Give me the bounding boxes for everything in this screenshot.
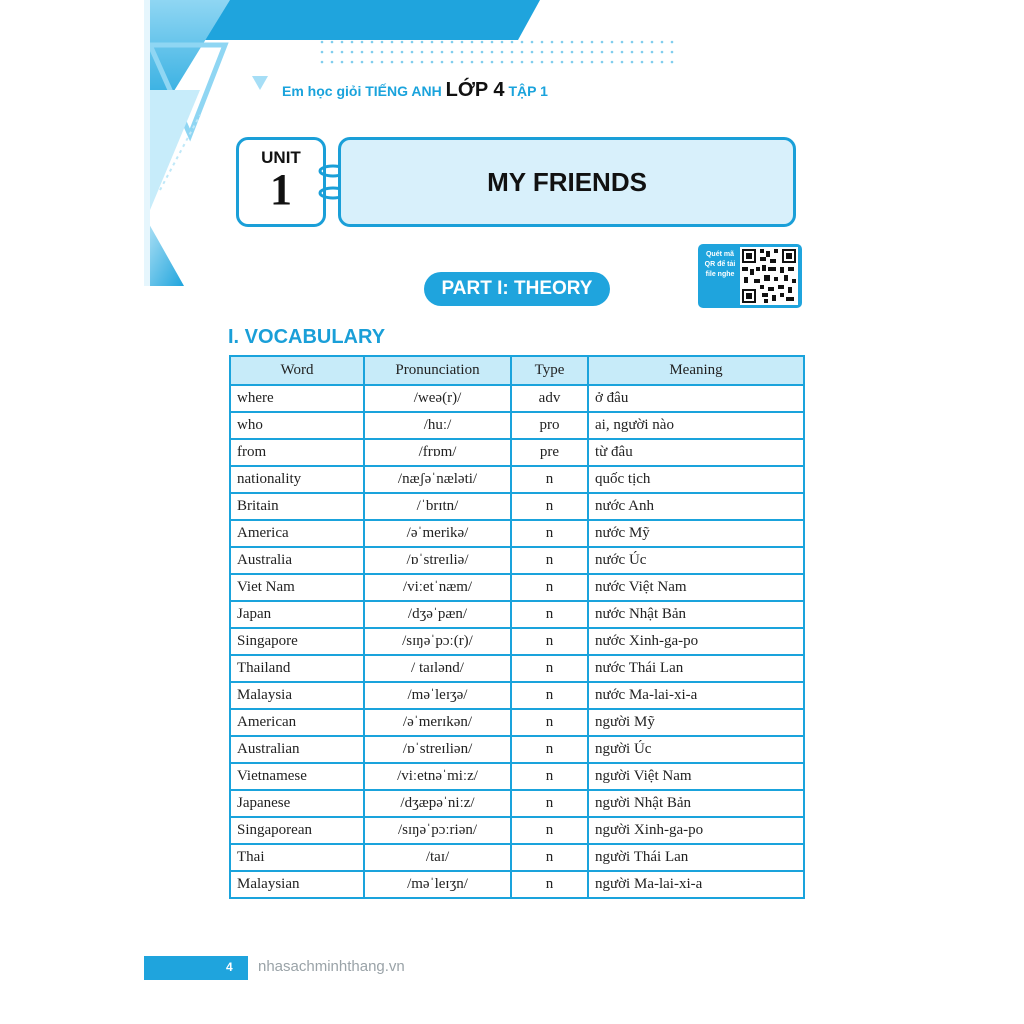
table-row — [230, 547, 804, 574]
cell-meaning: từ đâu — [588, 439, 804, 466]
cell-pronunciation: /ɒˈstreɪliən/ — [364, 736, 511, 763]
table-row — [230, 709, 804, 736]
cell-pronunciation: /sɪŋəˈpɔːriən/ — [364, 817, 511, 844]
cell-type: pro — [511, 412, 588, 439]
table-row — [230, 412, 804, 439]
cell-meaning: nước Anh — [588, 493, 804, 520]
table-row — [230, 466, 804, 493]
table-row — [230, 736, 804, 763]
cell-word: Thai — [230, 844, 364, 871]
cell-type: n — [511, 547, 588, 574]
cell-pronunciation: /viːetnəˈmiːz/ — [364, 763, 511, 790]
cell-word: Japan — [230, 601, 364, 628]
cell-meaning: người Ma-lai-xi-a — [588, 871, 804, 898]
table-row — [230, 655, 804, 682]
cell-type: n — [511, 790, 588, 817]
cell-pronunciation: /əˈmerɪkən/ — [364, 709, 511, 736]
cell-type: n — [511, 871, 588, 898]
cell-word: Britain — [230, 493, 364, 520]
cell-meaning: nước Úc — [588, 547, 804, 574]
unit-number: 1 — [270, 165, 292, 214]
table-row — [230, 790, 804, 817]
cell-word: nationality — [230, 466, 364, 493]
cell-word: where — [230, 385, 364, 412]
cell-word: Singaporean — [230, 817, 364, 844]
cell-pronunciation: /næʃəˈnæləti/ — [364, 466, 511, 493]
cell-word: from — [230, 439, 364, 466]
cell-word: Viet Nam — [230, 574, 364, 601]
table-row — [230, 817, 804, 844]
table-row — [230, 844, 804, 871]
table-row — [230, 574, 804, 601]
unit-title: MY FRIENDS — [487, 166, 647, 197]
cell-pronunciation: / taɪlənd/ — [364, 655, 511, 682]
table-row — [230, 763, 804, 790]
series-grade: LỚP 4 — [445, 79, 505, 101]
cell-type: adv — [511, 385, 588, 412]
cell-pronunciation: /əˈmerikə/ — [364, 520, 511, 547]
cell-word: Thailand — [230, 655, 364, 682]
cell-word: American — [230, 709, 364, 736]
cell-pronunciation: /ɒˈstreɪliə/ — [364, 547, 511, 574]
header-meaning: Meaning — [588, 356, 804, 385]
cell-pronunciation: /weə(r)/ — [364, 385, 511, 412]
cell-meaning: người Thái Lan — [588, 844, 804, 871]
cell-meaning: người Xinh-ga-po — [588, 817, 804, 844]
cell-word: Vietnamese — [230, 763, 364, 790]
cell-pronunciation: /dʒæpəˈniːz/ — [364, 790, 511, 817]
cell-type: n — [511, 628, 588, 655]
cell-pronunciation: /ˈbrɪtn/ — [364, 493, 511, 520]
cell-pronunciation: /məˈleɪʒə/ — [364, 682, 511, 709]
cell-meaning: người Nhật Bản — [588, 790, 804, 817]
part-heading: PART I: THEORY — [424, 272, 610, 306]
cell-type: n — [511, 817, 588, 844]
unit-title-box — [338, 137, 796, 227]
cell-type: n — [511, 493, 588, 520]
cell-meaning: nước Thái Lan — [588, 655, 804, 682]
cell-pronunciation: /dʒəˈpæn/ — [364, 601, 511, 628]
qr-code-icon — [740, 247, 798, 305]
table-row — [230, 493, 804, 520]
cell-word: Malaysian — [230, 871, 364, 898]
cell-pronunciation: /taɪ/ — [364, 844, 511, 871]
cell-word: Australian — [230, 736, 364, 763]
cell-type: pre — [511, 439, 588, 466]
series-prefix: Em học giỏi TIẾNG ANH — [282, 83, 442, 99]
publisher-site: nhasachminhthang.vn — [258, 958, 405, 975]
cell-type: n — [511, 763, 588, 790]
cell-word: who — [230, 412, 364, 439]
vocabulary-table — [229, 355, 805, 899]
header-word: Word — [230, 356, 364, 385]
table-row — [230, 385, 804, 412]
table-header-row — [230, 356, 804, 385]
cell-meaning: ở đâu — [588, 385, 804, 412]
cell-pronunciation: /məˈleɪʒn/ — [364, 871, 511, 898]
unit-label: UNIT — [261, 148, 301, 167]
unit-badge — [236, 137, 326, 227]
cell-pronunciation: /sɪŋəˈpɔː(r)/ — [364, 628, 511, 655]
table-body — [230, 385, 804, 898]
table-row — [230, 439, 804, 466]
cell-word: Australia — [230, 547, 364, 574]
cell-type: n — [511, 520, 588, 547]
cell-meaning: ai, người nào — [588, 412, 804, 439]
cell-pronunciation: /huː/ — [364, 412, 511, 439]
cell-meaning: người Mỹ — [588, 709, 804, 736]
cell-type: n — [511, 574, 588, 601]
cell-type: n — [511, 682, 588, 709]
book-series-title — [282, 79, 548, 102]
table-row — [230, 601, 804, 628]
cell-meaning: người Việt Nam — [588, 763, 804, 790]
cell-type: n — [511, 655, 588, 682]
header-pronunciation: Pronunciation — [364, 356, 511, 385]
cell-meaning: nước Mỹ — [588, 520, 804, 547]
table-row — [230, 520, 804, 547]
header-type: Type — [511, 356, 588, 385]
table-row — [230, 628, 804, 655]
qr-label: Quét mã QR để tải file nghe — [704, 251, 736, 278]
table-row — [230, 682, 804, 709]
cell-type: n — [511, 844, 588, 871]
cell-meaning: người Úc — [588, 736, 804, 763]
table-row — [230, 871, 804, 898]
cell-type: n — [511, 736, 588, 763]
cell-word: Japanese — [230, 790, 364, 817]
cell-meaning: nước Xinh-ga-po — [588, 628, 804, 655]
qr-panel[interactable] — [698, 244, 802, 308]
page-number: 4 — [226, 960, 233, 974]
section-heading: I. VOCABULARY — [228, 326, 386, 348]
cell-meaning: nước Việt Nam — [588, 574, 804, 601]
cell-word: Singapore — [230, 628, 364, 655]
cell-meaning: nước Ma-lai-xi-a — [588, 682, 804, 709]
cell-type: n — [511, 601, 588, 628]
cell-word: Malaysia — [230, 682, 364, 709]
cell-type: n — [511, 466, 588, 493]
cell-pronunciation: /frɒm/ — [364, 439, 511, 466]
cell-meaning: quốc tịch — [588, 466, 804, 493]
cell-meaning: nước Nhật Bản — [588, 601, 804, 628]
cell-pronunciation: /viːetˈnæm/ — [364, 574, 511, 601]
cell-type: n — [511, 709, 588, 736]
cell-word: America — [230, 520, 364, 547]
series-volume: TẬP 1 — [508, 83, 548, 99]
